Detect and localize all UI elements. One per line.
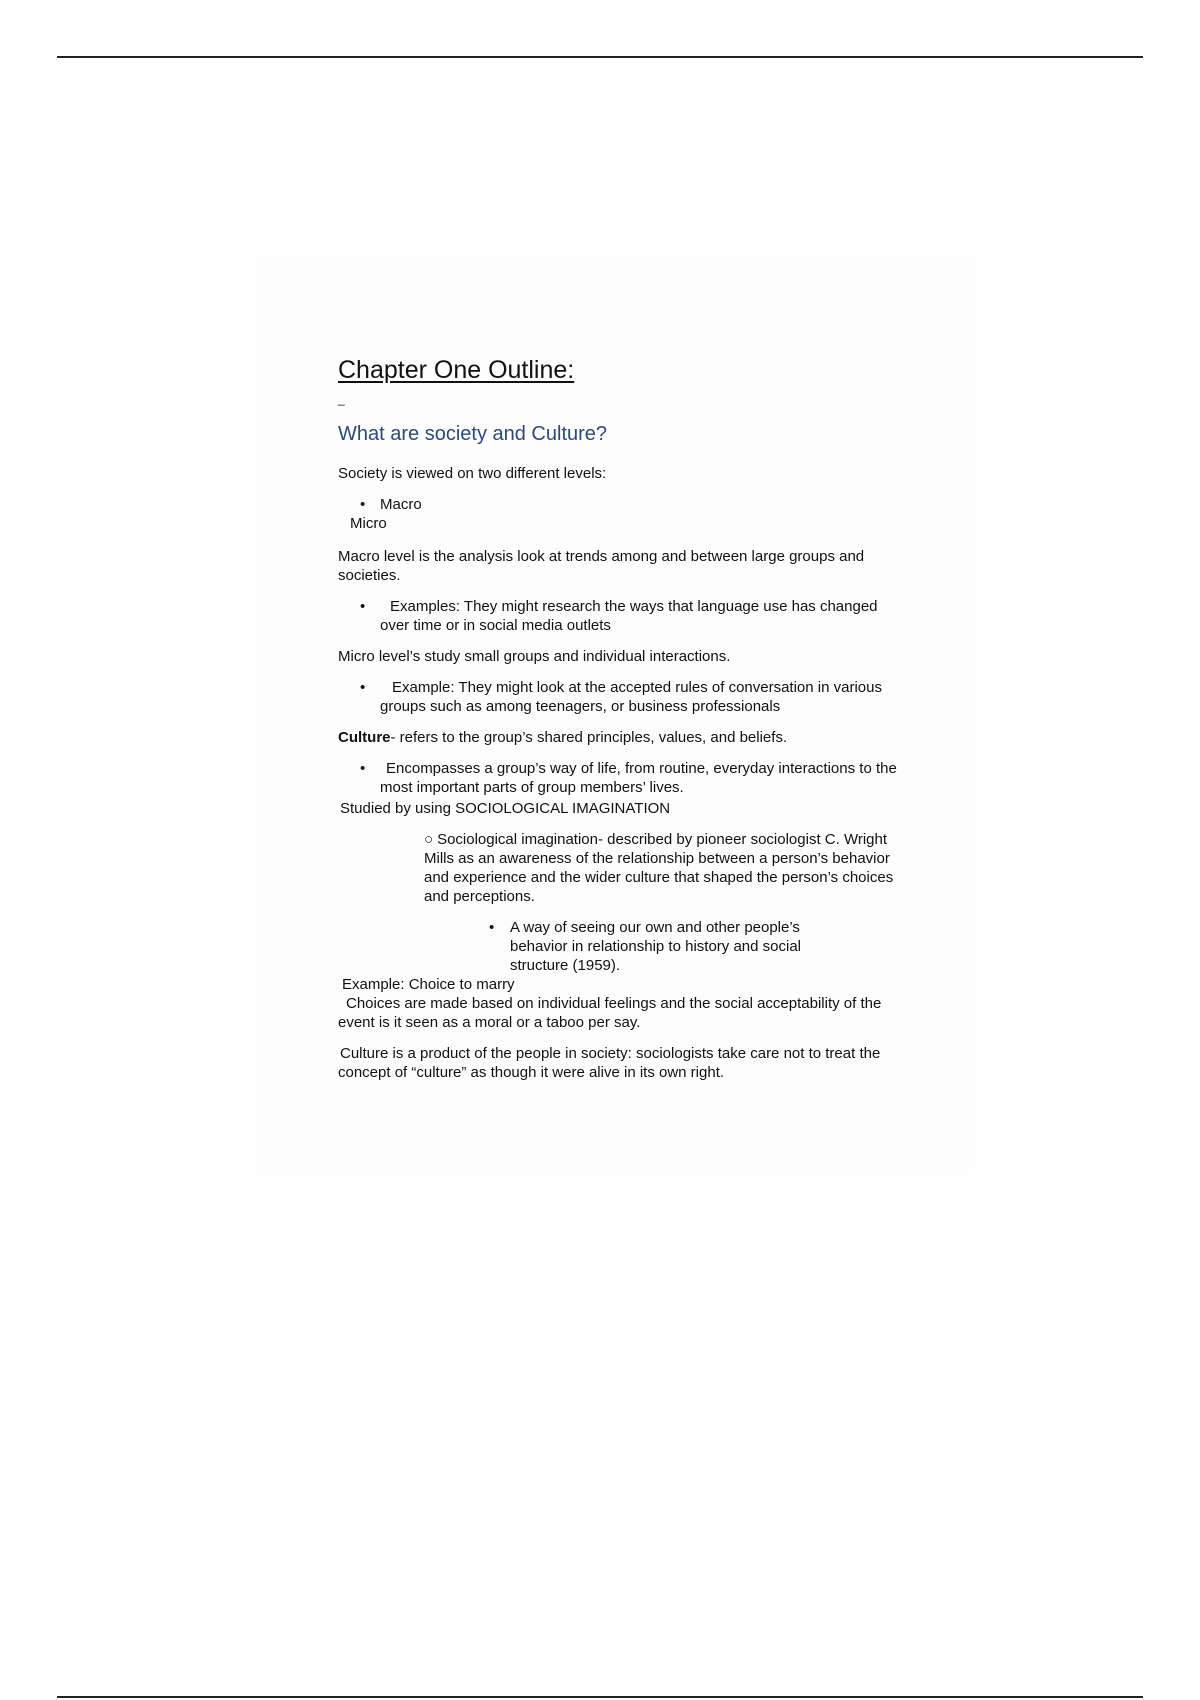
micro-example: Example: They might look at the accepted rules of conversation in various groups such as among teenagers, or business professionals [380,678,882,715]
page-bottom-rule [57,1696,1143,1698]
sociological-imagination-text: Sociological imagination- described by pioneer sociologist C. Wright Mills as an awareness of the relationship between a person’s behavior and experience and the wider culture that shaped the person’s choices and perceptions. [424,830,894,905]
level-micro: Micro [350,514,387,532]
section-heading: What are society and Culture? [338,423,608,445]
example-marry-line: Example: Choice to marry [342,975,515,993]
bullet-icon: • [360,597,366,615]
sociological-imagination-item [338,830,894,906]
macro-paragraph: Macro level is the analysis look at trends among and between large groups and societies. [338,547,865,584]
intro-paragraph: Society is viewed on two different levels: [338,464,607,482]
micro-paragraph: Micro level’s study small groups and individual interactions. [338,647,731,665]
culture-term: Culture [338,728,391,746]
list-item [338,678,898,716]
list-item [338,597,898,635]
culture-product-paragraph: Culture is a product of the people in society: sociologists take care not to treat the concept of “culture” as though it were alive in its own right. [338,1044,881,1081]
document-body [338,355,898,1082]
bullet-icon: • [360,759,366,777]
macro-examples-list [338,597,898,635]
level-macro: Macro [380,495,422,513]
page-top-rule [57,56,1143,58]
culture-list [338,759,898,797]
way-of-seeing-item [338,918,850,975]
culture-bullet: Encompasses a group’s way of life, from routine, everyday interactions to the most important parts of group members’ lives. [380,759,897,796]
studied-by-line: Studied by using SOCIOLOGICAL IMAGINATION [340,799,671,817]
culture-paragraph [338,728,898,747]
bullet-icon: • [489,918,495,936]
levels-list [338,495,898,533]
choices-paragraph: Choices are made based on individual feelings and the social acceptability of the event is it seen as a moral or a taboo per say. [338,994,882,1031]
circle-bullet-icon: ○ [424,830,434,848]
culture-definition: - refers to the group’s shared principles, values, and beliefs. [390,728,788,746]
title-dash: _ [338,392,345,406]
way-of-seeing-text: A way of seeing our own and other people’s behavior in relationship to history and social structure (1959). [510,918,801,974]
list-item [338,759,898,797]
macro-example: Examples: They might research the ways that language use has changed over time or in social media outlets [380,597,878,634]
list-item [338,495,898,514]
bullet-icon: • [360,495,366,513]
page-title: Chapter One Outline: [338,356,575,384]
bullet-icon: • [360,678,366,696]
micro-examples-list [338,678,898,716]
